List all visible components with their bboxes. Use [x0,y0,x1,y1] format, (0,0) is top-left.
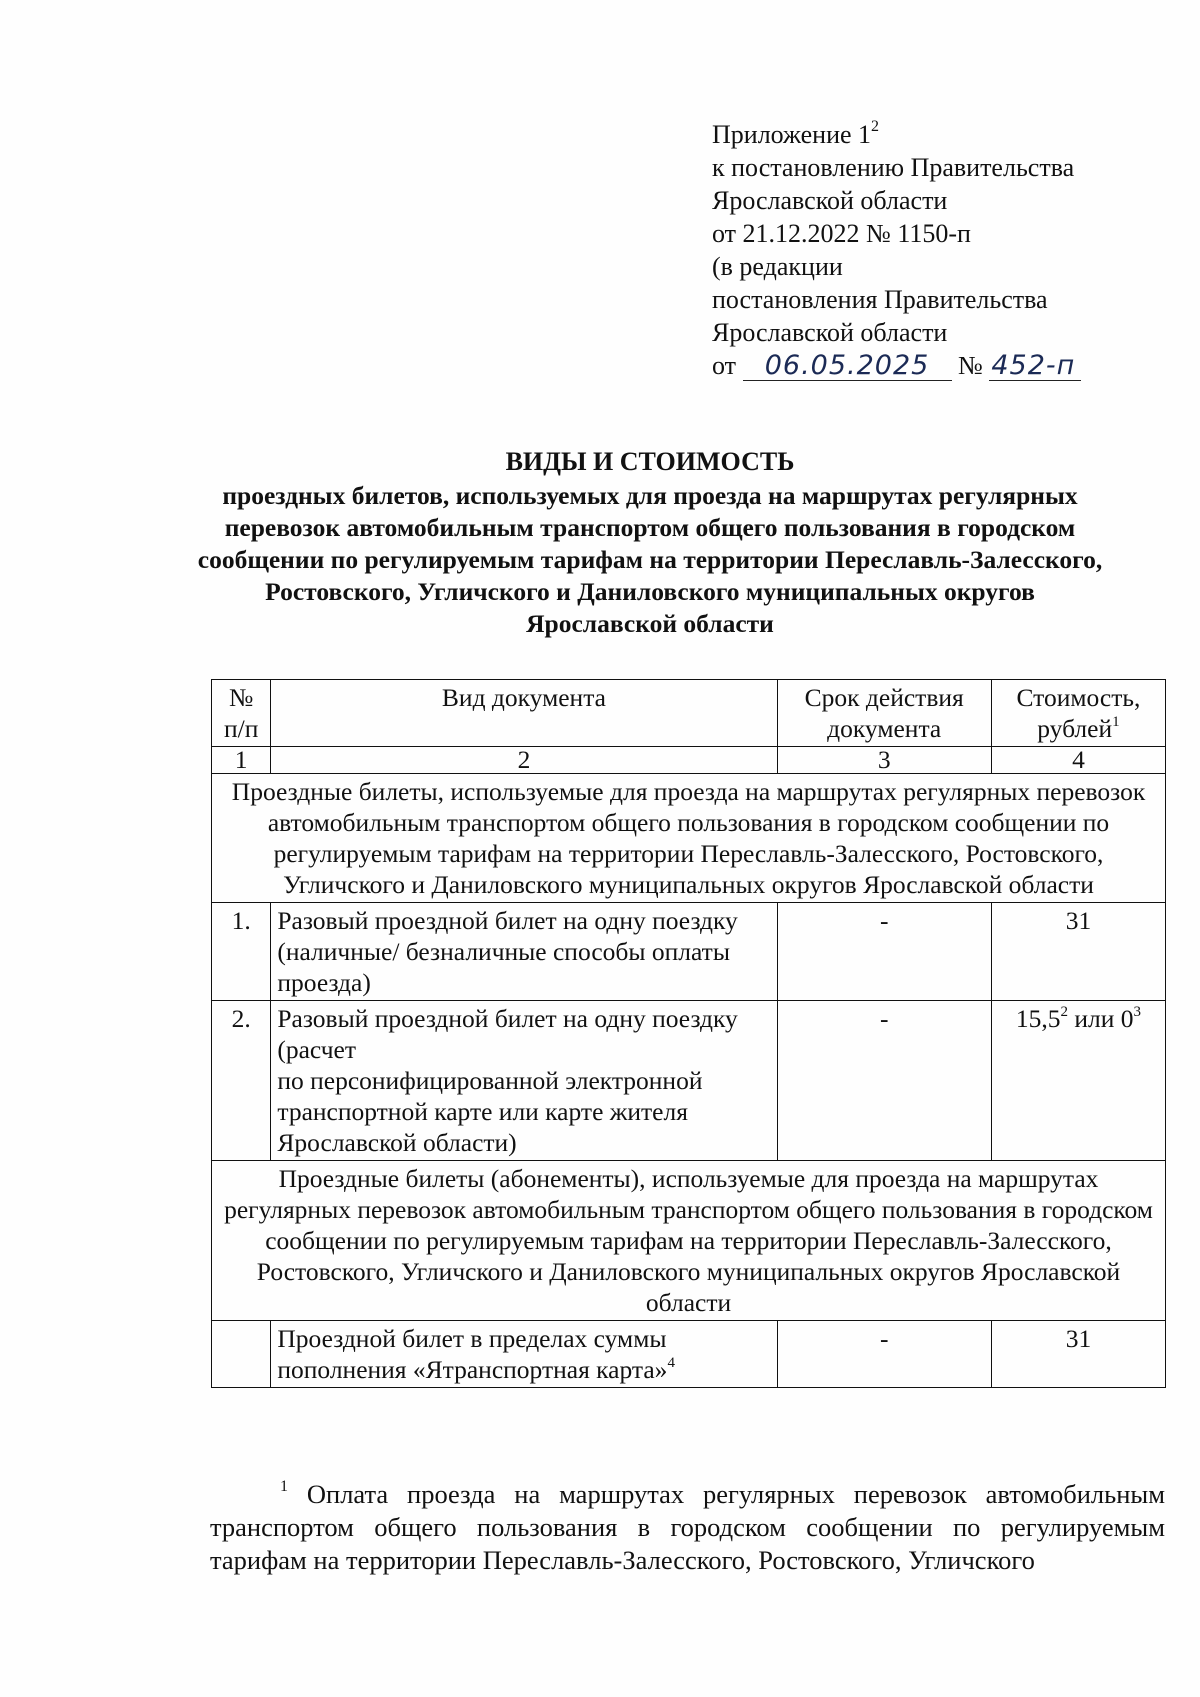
header-doc-type: Вид документа [271,680,777,747]
appendix-line-3: Ярославской области [712,186,948,215]
appendix-line-6: постановления Правительства [712,285,1048,314]
table-row [212,903,1166,1001]
footnote-1 [210,1478,1165,1577]
row-3-price: 31 [991,1321,1165,1388]
section-heading-1: Проездные билеты, используемые для проезда на маршрутах регулярных перевозок автомобильным транспортом общего пользования в городском сообщении по регулируемым тарифам на территории Переславль-Залесского, Ростовского, Угличского и Даниловского муниципальных округов Ярославской области [212,774,1166,903]
table-row [212,1001,1166,1161]
handwritten-date: 06.05.2025 [743,352,952,381]
header-price-footnote: 1 [1112,714,1120,730]
index-cell-4: 4 [991,747,1165,774]
title-main: ВИДЫ И СТОИМОСТЬ [505,447,795,476]
footnote-mark: 1 [280,1478,288,1495]
appendix-line-2: к постановлению Правительства [712,153,1075,182]
tariff-table [211,679,1166,1388]
index-cell-1: 1 [212,747,271,774]
from-prefix: от [712,351,737,380]
row-1-term: - [777,903,991,1001]
table-index-row [212,747,1166,774]
header-price: Стоимость, рублей$^1$ [991,680,1165,747]
row-3-doc: Проездной билет в пределах суммы пополнения «Ятранспортная карта»$^4$ [271,1321,777,1388]
index-cell-3: 3 [777,747,991,774]
number-sign: № [958,351,983,380]
row-2-price: 15,5$^2$ или $0^3$ [991,1001,1165,1161]
footnote-text: Оплата проезда на маршрутах регулярных перевозок автомобильным транспортом общего пользования в городском сообщении по регулируемым тарифам на территории Переславль-Залесского, Ростовского, Угличского [210,1479,1165,1575]
appendix-line-1: Приложение $1^2$ [712,118,880,149]
row-3-term: - [777,1321,991,1388]
appendix-line-7: Ярославской области [712,318,948,347]
row-2-term: - [777,1001,991,1161]
appendix-line-4: от 21.12.2022 № 1150-п [712,219,971,248]
row-1-doc: Разовый проездной билет на одну поездку (наличные/ безналичные способы оплаты проезда) [271,903,777,1001]
title-subtitle: проездных билетов, используемых для проезда на маршрутах регулярных перевозок автомобильным транспортом общего пользования в городском сообщении по регулируемым тарифам на территории Переславль-Залесского, Ростовского, Угличского и Даниловского муниципальных округов Ярославской области [197,481,1103,638]
table-header-row [212,680,1166,747]
table-row [212,1321,1166,1388]
row-1-price: 31 [991,903,1165,1001]
row-1-num: 1. [212,903,271,1001]
row-3-num [212,1321,271,1388]
row-2-doc: Разовый проездной билет на одну поездку (расчет по персонифицированной электронной транспортной карте или карте жителя Ярославской области) [271,1001,777,1161]
appendix-line-date [712,349,1172,382]
appendix-line-5: (в редакции [712,252,843,281]
row-2-num: 2. [212,1001,271,1161]
header-num: № п/п [212,680,271,747]
document-title [190,446,1110,640]
handwritten-number: 452-п [989,352,1081,381]
index-cell-2: 2 [271,747,777,774]
header-validity: Срок действия документа [777,680,991,747]
section-heading-2: Проездные билеты (абонементы), используемые для проезда на маршрутах регулярных перевозок автомобильным транспортом общего пользования в городском сообщении по регулируемым тарифам на территории Переславль-Залесского, Ростовского, Угличского и Даниловского муниципальных округов Ярославской области [212,1161,1166,1321]
section-row-2 [212,1161,1166,1321]
appendix-superscript: 2 [871,118,880,135]
section-row-1 [212,774,1166,903]
appendix-header [712,118,1172,382]
